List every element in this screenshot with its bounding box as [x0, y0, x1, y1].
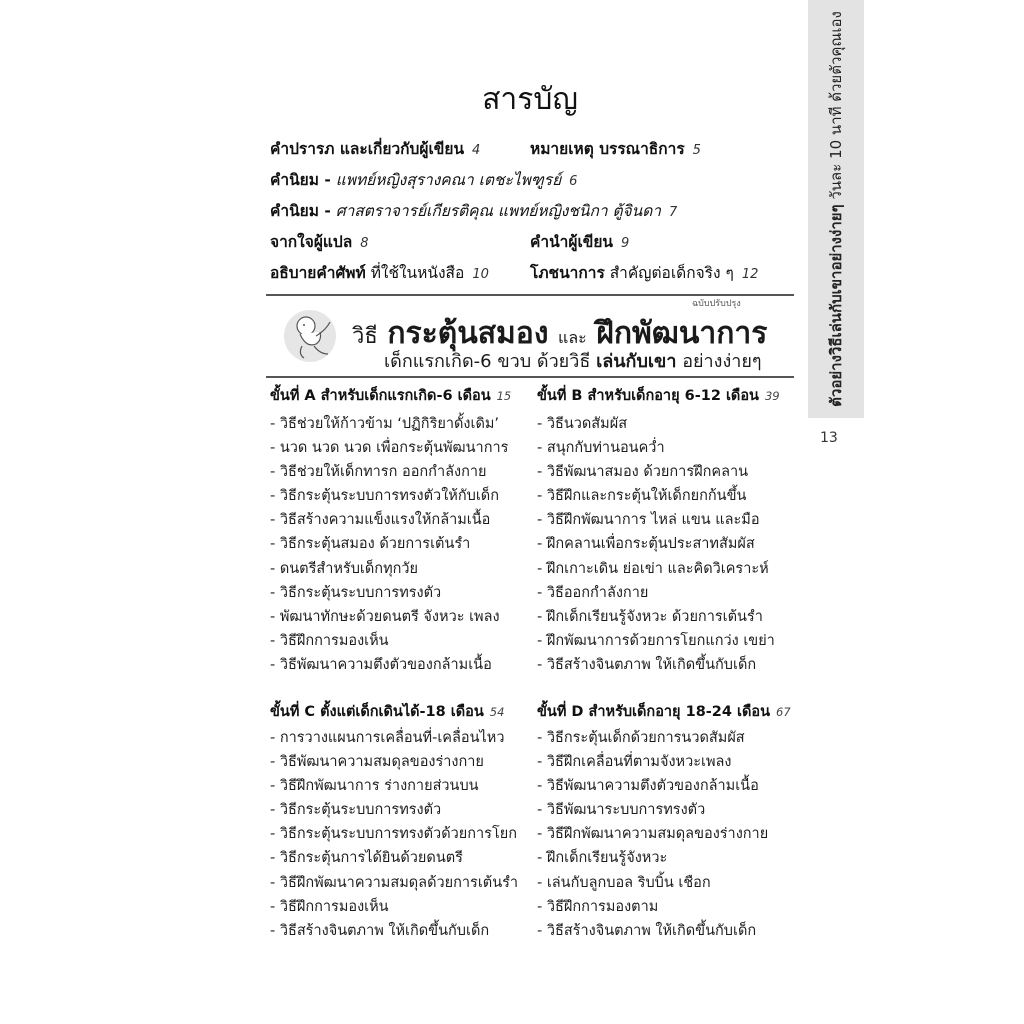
list-item[interactable]: - วิธีกระตุ้นเด็กด้วยการนวดสัมผัส [537, 730, 745, 746]
list-item[interactable]: - ฝึกเกาะเดิน ย่อเข่า และคิดวิเคราะห์ [537, 560, 769, 577]
section-b-heading[interactable]: ขั้นที่ B สำหรับเด็กอายุ 6-12 เดือน 39 [537, 388, 780, 404]
list-item[interactable]: - วิธีช่วยให้เด็กทารก ออกกำลังกาย [270, 464, 487, 481]
page-title: สารบัญ [482, 82, 578, 117]
banner-subheading: เด็กแรกเกิด-6 ขวบ ด้วยวิธี เล่นกับเขา อย่างง่ายๆ [384, 351, 762, 372]
running-title [824, 9, 848, 409]
list-item[interactable]: - พัฒนาทักษะด้วยดนตรี จังหวะ เพลง [270, 608, 500, 625]
list-item[interactable]: - ฝึกคลานเพื่อกระตุ้นประสาทสัมผัส [537, 536, 755, 553]
list-item[interactable]: - ดนตรีสำหรับเด็กทุกวัย [270, 560, 419, 577]
list-item[interactable]: - วิธีกระตุ้นระบบการทรงตัว [270, 802, 442, 819]
list-item[interactable]: - เล่นกับลูกบอล ริบบิ้น เชือก [537, 874, 711, 891]
list-item[interactable]: - วิธีฝึกและกระตุ้นให้เด็กยกก้นขึ้น [537, 488, 747, 505]
list-item[interactable]: - วิธีฝึกพัฒนาการ ไหล่ แขน และมือ [537, 512, 760, 529]
section-c-list [270, 726, 518, 943]
running-title-rest: วันละ 10 นาที ด้วยตัวคุณเอง [827, 11, 845, 200]
toc-entry[interactable]: คำนิยม - แพทย์หญิงสุรางคณา เตชะไพฑูรย์ 6 [270, 171, 578, 189]
list-item[interactable]: - วิธีกระตุ้นระบบการทรงตัวให้กับเด็ก [270, 488, 499, 505]
list-item[interactable]: - วิธีออกกำลังกาย [537, 584, 649, 601]
list-item[interactable]: - วิธีพัฒนาความสมดุลของร่างกาย [270, 754, 484, 771]
list-item[interactable]: - วิธีพัฒนาระบบการทรงตัว [537, 802, 706, 819]
toc-entry[interactable]: โภชนาการ สำคัญต่อเด็กจริง ๆ 12 [530, 264, 759, 282]
list-item[interactable]: - วิธีฝึกการมองเห็น [270, 632, 389, 649]
running-title-bold: ตัวอย่างวิธีเล่นกับเขาอย่างง่ายๆ [827, 204, 845, 407]
list-item[interactable]: - วิธีสร้างจินตภาพ ให้เกิดขึ้นกับเด็ก [537, 922, 757, 939]
list-item[interactable]: - วิธีฝึกพัฒนาความสมดุลของร่างกาย [537, 826, 769, 843]
list-item[interactable]: - วิธีพัฒนาความตึงตัวของกล้ามเนื้อ [537, 778, 759, 795]
toc-entry[interactable]: จากใจผู้แปล 8 [270, 233, 369, 251]
list-item[interactable]: - วิธีฝึกเคลื่อนที่ตามจังหวะเพลง [537, 754, 732, 771]
list-item[interactable]: - วิธีฝึกพัฒนาความสมดุลด้วยการเต้นรำ [270, 874, 519, 891]
section-a-list [270, 412, 508, 677]
edition-label: ฉบับปรับปรุง [692, 299, 741, 309]
list-item[interactable]: - ฝึกเด็กเรียนรู้จังหวะ ด้วยการเต้นรำ [537, 608, 763, 625]
section-d-list [537, 726, 768, 943]
list-item[interactable]: - วิธีพัฒนาสมอง ด้วยการฝึกคลาน [537, 464, 749, 481]
list-item[interactable]: - วิธีฝึกการมองเห็น [270, 898, 389, 915]
list-item[interactable]: - วิธีฝึกการมองตาม [537, 898, 659, 915]
list-item[interactable]: - วิธีสร้างความแข็งแรงให้กล้ามเนื้อ [270, 512, 491, 529]
section-c-heading[interactable]: ขั้นที่ C ตั้งแต่เด็กเดินได้-18 เดือน 54 [270, 704, 505, 720]
list-item[interactable]: - วิธีช่วยให้ก้าวข้าม ‘ปฏิกิริยาดั้งเดิม’ [270, 416, 500, 432]
banner-heading: วิธี กระตุ้นสมอง และ ฝึกพัฒนาการ [352, 316, 768, 351]
toc-entry[interactable]: คำนิยม - ศาสตราจารย์เกียรติคุณ แพทย์หญิงชนิกา ตู้จินดา 7 [270, 202, 678, 220]
list-item[interactable]: - วิธีพัฒนาความตึงตัวของกล้ามเนื้อ [270, 656, 492, 673]
list-item[interactable]: - วิธีสร้างจินตภาพ ให้เกิดขึ้นกับเด็ก [537, 656, 757, 673]
section-d-heading[interactable]: ขั้นที่ D สำหรับเด็กอายุ 18-24 เดือน 67 [537, 704, 791, 720]
list-item[interactable]: - วิธีนวดสัมผัส [537, 416, 628, 432]
section-a-heading[interactable]: ขั้นที่ A สำหรับเด็กแรกเกิด-6 เดือน 15 [270, 388, 512, 404]
baby-illustration-icon [280, 304, 340, 366]
banner-bottom-rule [266, 376, 794, 378]
list-item[interactable]: - วิธีกระตุ้นระบบการทรงตัว [270, 584, 442, 601]
list-item[interactable]: - วิธีฝึกพัฒนาการ ร่างกายส่วนบน [270, 778, 479, 795]
list-item[interactable]: - นวด นวด นวด เพื่อกระตุ้นพัฒนาการ [270, 440, 509, 457]
toc-entry[interactable]: อธิบายคำศัพท์ ที่ใช้ในหนังสือ 10 [270, 264, 489, 282]
toc-entry[interactable]: คำปรารภ และเกี่ยวกับผู้เขียน 4 [270, 140, 481, 158]
section-b-list [537, 412, 775, 677]
list-item[interactable]: - วิธีกระตุ้นระบบการทรงตัวด้วยการโยก [270, 826, 518, 843]
page-number: 13 [820, 430, 838, 446]
list-item[interactable]: - วิธีสร้างจินตภาพ ให้เกิดขึ้นกับเด็ก [270, 922, 490, 939]
list-item[interactable]: - ฝึกพัฒนาการด้วยการโยกแกว่ง เขย่า [537, 632, 775, 649]
list-item[interactable]: - ฝึกเด็กเรียนรู้จังหวะ [537, 850, 668, 867]
toc-entry[interactable]: คำนำผู้เขียน 9 [530, 233, 630, 251]
title-banner [266, 296, 794, 376]
list-item[interactable]: - การวางแผนการเคลื่อนที่-เคลื่อนไหว [270, 730, 505, 746]
toc-entry[interactable]: หมายเหตุ บรรณาธิการ 5 [530, 140, 701, 158]
list-item[interactable]: - วิธีกระตุ้นสมอง ด้วยการเต้นรำ [270, 536, 471, 553]
list-item[interactable]: - สนุกกับท่านอนคว่ำ [537, 440, 665, 457]
list-item[interactable]: - วิธีกระตุ้นการได้ยินด้วยดนตรี [270, 850, 463, 867]
